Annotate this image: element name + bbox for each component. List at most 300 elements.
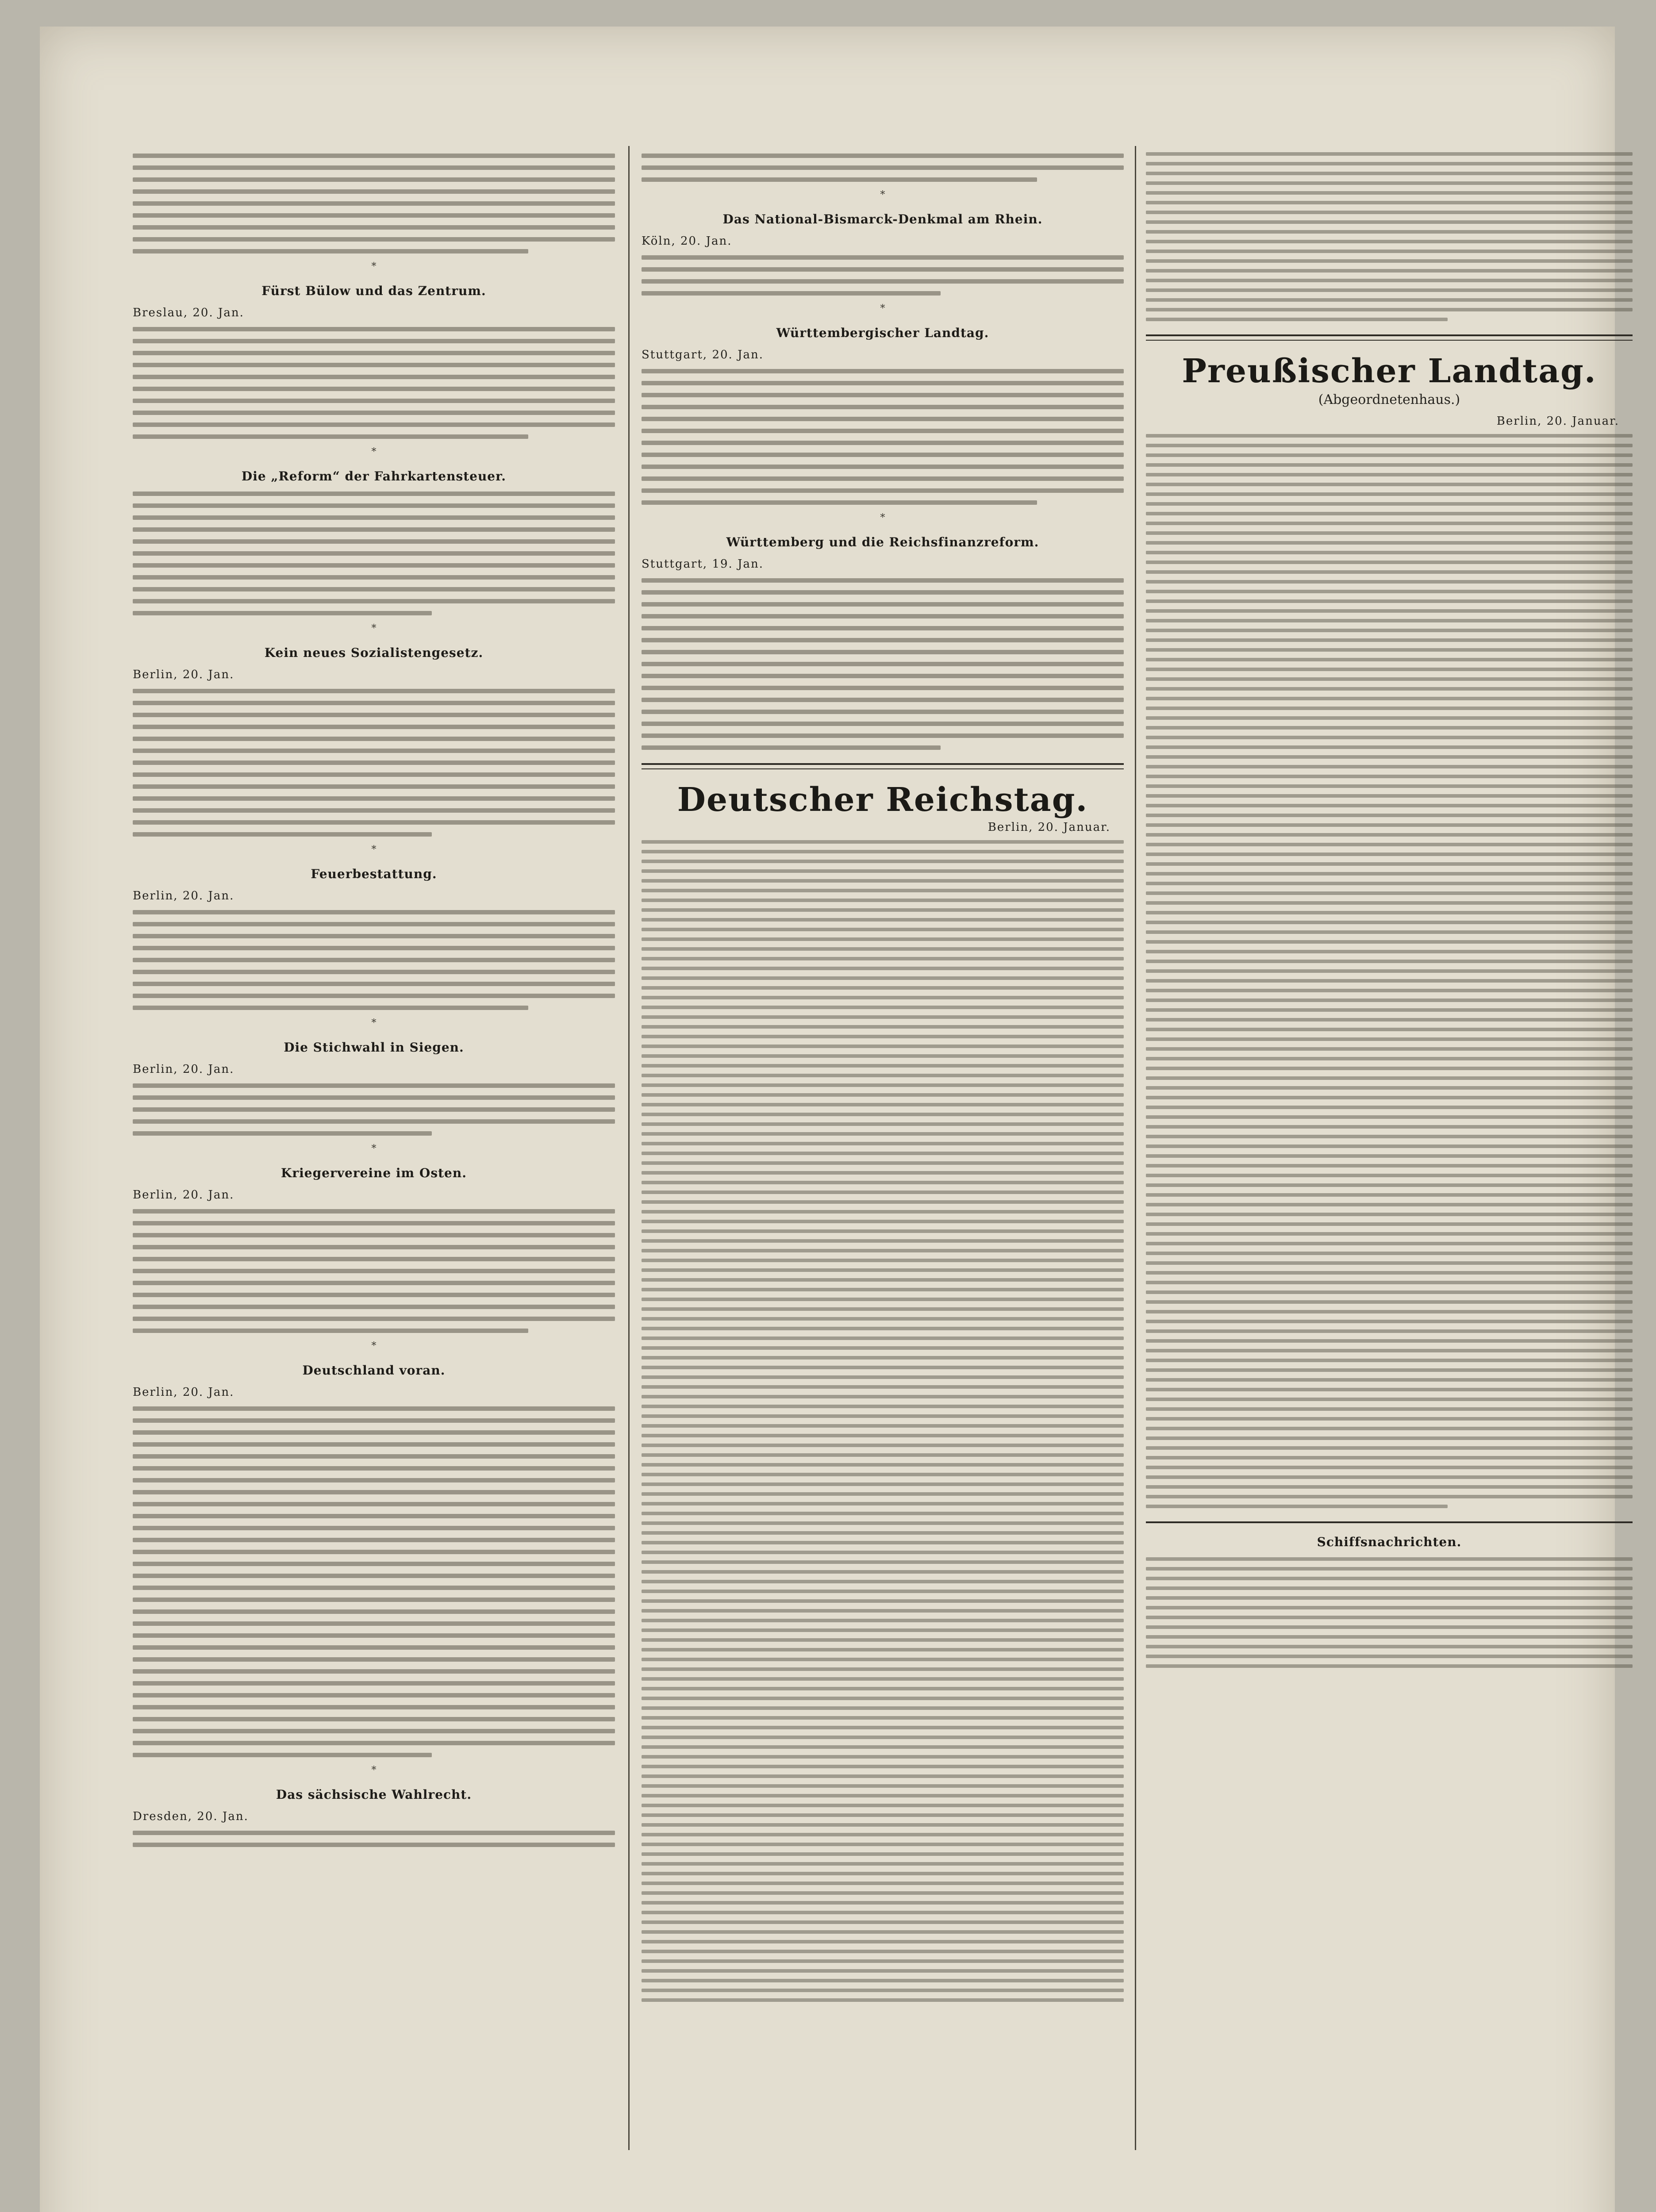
text-line-placeholder (642, 860, 1124, 863)
text-line-placeholder (1146, 814, 1633, 817)
text-line-placeholder (642, 500, 1037, 505)
text-line-placeholder (133, 737, 615, 741)
text-line-placeholder (133, 982, 615, 986)
text-line-placeholder (133, 1550, 615, 1554)
text-line-placeholder (1146, 570, 1633, 574)
text-line-placeholder (642, 1414, 1124, 1418)
text-line-placeholder (1146, 1213, 1633, 1216)
article-dateline: Berlin, 20. Jan. (133, 1188, 234, 1202)
text-line-placeholder (1146, 1057, 1633, 1060)
text-line-placeholder (1146, 211, 1633, 214)
text-line-placeholder (1146, 502, 1633, 506)
text-line-placeholder (1146, 969, 1633, 973)
text-line-placeholder (642, 1502, 1124, 1505)
text-line-placeholder (133, 713, 615, 717)
text-line-placeholder (642, 1599, 1124, 1603)
text-line-placeholder (642, 1444, 1124, 1447)
text-line-placeholder (642, 1463, 1124, 1467)
article-heading: Kein neues Sozialistengesetz. (264, 645, 484, 660)
text-line-placeholder (1146, 940, 1633, 944)
text-line-placeholder (133, 1269, 615, 1273)
text-line-placeholder (133, 1693, 615, 1697)
text-line-placeholder (133, 1753, 432, 1757)
text-line-placeholder (642, 1794, 1124, 1797)
text-line-placeholder (642, 1327, 1124, 1330)
text-line-placeholder (133, 587, 615, 591)
article-heading: Württembergischer Landtag. (776, 326, 989, 340)
text-line-placeholder (642, 710, 1124, 714)
text-line-placeholder (133, 725, 615, 729)
text-line-placeholder (642, 1385, 1124, 1389)
text-line-placeholder (133, 611, 432, 615)
text-line-placeholder (642, 1560, 1124, 1564)
text-line-placeholder (1146, 1567, 1633, 1571)
article-heading: Feuerbestattung. (311, 867, 437, 881)
text-line-placeholder (1146, 677, 1633, 681)
text-line-placeholder (642, 614, 1124, 618)
text-line-placeholder (1146, 1485, 1633, 1489)
text-line-placeholder (1146, 1135, 1633, 1138)
text-line-placeholder (1146, 658, 1633, 661)
text-line-placeholder (1146, 833, 1633, 837)
section-separator: * (880, 189, 885, 200)
text-line-placeholder (1146, 1320, 1633, 1323)
text-line-placeholder (642, 937, 1124, 941)
text-line-placeholder (642, 947, 1124, 951)
text-line-placeholder (642, 1434, 1124, 1437)
text-line-placeholder (1146, 512, 1633, 515)
text-line-placeholder (642, 1580, 1124, 1583)
text-line-placeholder (133, 1245, 615, 1249)
text-line-placeholder (1146, 1115, 1633, 1119)
text-line-placeholder (133, 1502, 615, 1506)
text-line-placeholder (642, 1930, 1124, 1934)
text-line-placeholder (1146, 1655, 1633, 1658)
text-line-placeholder (1146, 862, 1633, 866)
text-line-placeholder (642, 1288, 1124, 1291)
text-line-placeholder (133, 422, 615, 427)
article-dateline: Breslau, 20. Jan. (133, 306, 244, 319)
text-line-placeholder (1146, 979, 1633, 983)
text-line-placeholder (133, 599, 615, 603)
text-line-placeholder (642, 1181, 1124, 1184)
text-line-placeholder (1146, 1329, 1633, 1333)
text-line-placeholder (133, 1681, 615, 1686)
text-line-placeholder (133, 551, 615, 556)
section-separator: * (371, 261, 377, 272)
text-line-placeholder (1146, 1368, 1633, 1372)
text-line-placeholder (133, 339, 615, 343)
text-line-placeholder (133, 1107, 615, 1112)
text-line-placeholder (133, 492, 615, 496)
text-line-placeholder (1146, 434, 1633, 438)
text-line-placeholder (1146, 1154, 1633, 1158)
text-line-placeholder (133, 177, 615, 182)
text-line-placeholder (642, 745, 941, 750)
text-line-placeholder (1146, 492, 1633, 496)
text-line-placeholder (133, 820, 615, 825)
text-line-placeholder (642, 698, 1124, 702)
section-separator: * (371, 623, 377, 634)
text-line-placeholder (1146, 1300, 1633, 1304)
text-line-placeholder (133, 527, 615, 532)
text-line-placeholder (642, 889, 1124, 892)
text-line-placeholder (1146, 201, 1633, 204)
text-line-placeholder (1146, 1635, 1633, 1639)
text-line-placeholder (642, 1833, 1124, 1836)
text-line-placeholder (133, 1598, 615, 1602)
section-separator: * (371, 1765, 377, 1776)
text-line-placeholder (642, 1823, 1124, 1827)
text-line-placeholder (1146, 697, 1633, 700)
text-line-placeholder (133, 1119, 615, 1124)
section-separator: * (371, 446, 377, 457)
text-line-placeholder (642, 429, 1124, 433)
text-line-placeholder (1146, 1577, 1633, 1580)
text-line-placeholder (642, 1006, 1124, 1009)
text-line-placeholder (133, 1233, 615, 1237)
text-line-placeholder (642, 1366, 1124, 1369)
text-line-placeholder (1146, 561, 1633, 564)
text-line-placeholder (1146, 1086, 1633, 1090)
text-line-placeholder (133, 760, 615, 765)
text-line-placeholder (642, 279, 1124, 284)
text-line-placeholder (642, 267, 1124, 272)
text-line-placeholder (642, 1064, 1124, 1068)
text-line-placeholder (133, 1586, 615, 1590)
text-line-placeholder (642, 1161, 1124, 1165)
section-separator: * (880, 303, 885, 314)
section-rule (1146, 334, 1633, 336)
text-line-placeholder (642, 165, 1124, 170)
text-line-placeholder (1146, 1625, 1633, 1629)
text-line-placeholder (1146, 629, 1633, 632)
text-line-placeholder (642, 1113, 1124, 1116)
text-line-placeholder (133, 1209, 615, 1214)
text-line-placeholder (1146, 1505, 1448, 1508)
text-line-placeholder (642, 1843, 1124, 1846)
text-line-placeholder (642, 1268, 1124, 1272)
text-line-placeholder (642, 578, 1124, 583)
text-line-placeholder (1146, 298, 1633, 302)
text-line-placeholder (642, 1521, 1124, 1525)
text-line-placeholder (642, 1638, 1124, 1642)
text-line-placeholder (133, 1741, 615, 1745)
text-line-placeholder (133, 1729, 615, 1733)
text-line-placeholder (642, 1054, 1124, 1058)
text-line-placeholder (1146, 162, 1633, 165)
text-line-placeholder (133, 563, 615, 568)
text-line-placeholder (642, 1765, 1124, 1768)
text-line-placeholder (642, 177, 1037, 182)
text-line-placeholder (1146, 230, 1633, 234)
text-line-placeholder (642, 1697, 1124, 1700)
text-line-placeholder (1146, 1388, 1633, 1391)
text-line-placeholder (1146, 872, 1633, 876)
text-line-placeholder (1146, 1359, 1633, 1362)
text-line-placeholder (1146, 775, 1633, 778)
text-line-placeholder (1146, 1557, 1633, 1561)
section-separator: * (371, 844, 377, 855)
text-line-placeholder (642, 1609, 1124, 1613)
text-line-placeholder (642, 722, 1124, 726)
text-line-placeholder (1146, 716, 1633, 720)
text-line-placeholder (642, 1074, 1124, 1077)
text-line-placeholder (642, 291, 941, 296)
text-line-placeholder (642, 1959, 1124, 1963)
text-line-placeholder (1146, 191, 1633, 195)
text-line-placeholder (133, 946, 615, 950)
text-line-placeholder (1146, 483, 1633, 486)
text-line-placeholder (642, 733, 1124, 738)
column-3 (1146, 146, 1633, 2159)
text-line-placeholder (642, 1736, 1124, 1739)
text-line-placeholder (642, 918, 1124, 922)
article-heading: Die Stichwahl in Siegen. (284, 1040, 464, 1055)
text-line-placeholder (1146, 1436, 1633, 1440)
text-line-placeholder (133, 1574, 615, 1578)
text-line-placeholder (642, 476, 1124, 481)
text-line-placeholder (642, 1278, 1124, 1282)
text-line-placeholder (642, 1901, 1124, 1905)
text-line-placeholder (133, 515, 615, 520)
text-line-placeholder (1146, 755, 1633, 759)
text-line-placeholder (642, 1249, 1124, 1252)
text-line-placeholder (1146, 1645, 1633, 1648)
text-line-placeholder (642, 1482, 1124, 1486)
text-line-placeholder (133, 1478, 615, 1482)
text-line-placeholder (1146, 804, 1633, 807)
text-line-placeholder (1146, 960, 1633, 963)
text-line-placeholder (642, 1025, 1124, 1029)
landtag-subtitle: (Abgeordnetenhaus.) (1318, 392, 1460, 407)
text-line-placeholder (133, 1305, 615, 1309)
text-line-placeholder (1146, 1174, 1633, 1177)
text-line-placeholder (642, 1891, 1124, 1895)
text-line-placeholder (642, 1726, 1124, 1729)
text-line-placeholder (642, 381, 1124, 385)
text-line-placeholder (1146, 1407, 1633, 1411)
text-line-placeholder (1146, 1586, 1633, 1590)
article-heading: Die „Reform“ der Fahrkartensteuer. (241, 469, 507, 484)
text-line-placeholder (1146, 220, 1633, 224)
text-line-placeholder (642, 1911, 1124, 1914)
text-line-placeholder (642, 1346, 1124, 1350)
text-line-placeholder (642, 1375, 1124, 1379)
text-line-placeholder (133, 225, 615, 230)
text-line-placeholder (133, 772, 615, 777)
text-line-placeholder (133, 1633, 615, 1638)
text-line-placeholder (1146, 541, 1633, 545)
text-line-placeholder (133, 994, 615, 998)
text-line-placeholder (1146, 152, 1633, 156)
text-line-placeholder (1146, 1164, 1633, 1167)
text-line-placeholder (642, 1453, 1124, 1457)
text-line-placeholder (1146, 463, 1633, 467)
article-heading: Das sächsische Wahlrecht. (276, 1787, 472, 1802)
text-line-placeholder (1146, 1281, 1633, 1284)
text-line-placeholder (1146, 1427, 1633, 1430)
text-line-placeholder (642, 1687, 1124, 1690)
text-line-placeholder (1146, 269, 1633, 273)
landtag-title: Preußischer Landtag. (1182, 352, 1597, 390)
text-line-placeholder (642, 967, 1124, 970)
text-line-placeholder (1146, 794, 1633, 798)
text-line-placeholder (133, 1705, 615, 1709)
text-line-placeholder (133, 189, 615, 194)
text-line-placeholder (642, 1317, 1124, 1321)
text-line-placeholder (642, 1979, 1124, 1982)
text-line-placeholder (642, 1083, 1124, 1087)
text-line-placeholder (642, 488, 1124, 493)
text-line-placeholder (642, 1716, 1124, 1720)
text-line-placeholder (1146, 1222, 1633, 1226)
text-line-placeholder (133, 1083, 615, 1088)
text-line-placeholder (642, 1190, 1124, 1194)
section-separator: * (371, 1340, 377, 1352)
text-line-placeholder (642, 1570, 1124, 1574)
text-line-placeholder (642, 1774, 1124, 1778)
text-line-placeholder (1146, 318, 1448, 321)
text-line-placeholder (642, 1142, 1124, 1145)
text-line-placeholder (1146, 1596, 1633, 1600)
article-dateline: Berlin, 20. Jan. (133, 1386, 234, 1399)
text-line-placeholder (642, 405, 1124, 409)
section-separator: * (880, 512, 885, 523)
landtag-dateline: Berlin, 20. Januar. (1496, 415, 1619, 428)
text-line-placeholder (133, 575, 615, 580)
text-line-placeholder (133, 1293, 615, 1297)
text-line-placeholder (642, 1590, 1124, 1593)
text-line-placeholder (1146, 1242, 1633, 1245)
text-line-placeholder (1146, 901, 1633, 905)
text-line-placeholder (133, 1418, 615, 1423)
text-line-placeholder (642, 154, 1124, 158)
text-line-placeholder (642, 1969, 1124, 1973)
text-line-placeholder (1146, 473, 1633, 476)
section-rule (642, 768, 1124, 769)
text-line-placeholder (642, 1813, 1124, 1817)
text-line-placeholder (642, 1035, 1124, 1038)
text-line-placeholder (642, 1745, 1124, 1749)
text-line-placeholder (642, 996, 1124, 999)
text-line-placeholder (642, 453, 1124, 457)
text-line-placeholder (1146, 1616, 1633, 1619)
text-line-placeholder (642, 662, 1124, 666)
text-line-placeholder (133, 1006, 528, 1010)
text-line-placeholder (1146, 1349, 1633, 1352)
text-line-placeholder (133, 796, 615, 801)
text-line-placeholder (642, 1667, 1124, 1671)
text-line-placeholder (642, 590, 1124, 595)
text-line-placeholder (642, 650, 1124, 654)
text-line-placeholder (1146, 1067, 1633, 1070)
text-line-placeholder (133, 387, 615, 391)
text-line-placeholder (133, 1831, 615, 1835)
text-line-placeholder (1146, 1475, 1633, 1479)
text-line-placeholder (642, 1356, 1124, 1359)
text-line-placeholder (133, 249, 528, 253)
text-line-placeholder (642, 255, 1124, 260)
text-line-placeholder (1146, 1446, 1633, 1450)
article-dateline: Berlin, 20. Jan. (133, 668, 234, 681)
shipping-title: Schiffsnachrichten. (1317, 1535, 1462, 1549)
text-line-placeholder (642, 465, 1124, 469)
text-line-placeholder (133, 1717, 615, 1721)
text-line-placeholder (1146, 707, 1633, 710)
text-line-placeholder (133, 910, 615, 914)
text-line-placeholder (133, 1406, 615, 1411)
text-line-placeholder (1146, 1018, 1633, 1022)
text-line-placeholder (1146, 259, 1633, 263)
text-line-placeholder (642, 1512, 1124, 1515)
text-line-placeholder (642, 1677, 1124, 1681)
text-line-placeholder (133, 1562, 615, 1566)
text-line-placeholder (1146, 1096, 1633, 1099)
text-line-placeholder (133, 154, 615, 158)
text-line-placeholder (642, 1239, 1124, 1243)
text-line-placeholder (1146, 687, 1633, 691)
text-line-placeholder (1146, 1495, 1633, 1498)
text-line-placeholder (133, 689, 615, 693)
text-line-placeholder (133, 1490, 615, 1494)
text-line-placeholder (1146, 1203, 1633, 1206)
text-line-placeholder (133, 808, 615, 813)
text-line-placeholder (642, 899, 1124, 902)
text-line-placeholder (1146, 950, 1633, 953)
text-line-placeholder (1146, 599, 1633, 603)
text-line-placeholder (133, 701, 615, 705)
text-line-placeholder (1146, 911, 1633, 914)
text-line-placeholder (642, 1920, 1124, 1924)
article-dateline: Berlin, 20. Jan. (133, 889, 234, 902)
text-line-placeholder (1146, 1378, 1633, 1382)
section-rule (1146, 1521, 1633, 1523)
text-line-placeholder (1146, 1252, 1633, 1255)
text-line-placeholder (133, 1454, 615, 1459)
text-line-placeholder (1146, 531, 1633, 535)
text-line-placeholder (1146, 648, 1633, 652)
text-line-placeholder (133, 1609, 615, 1614)
text-line-placeholder (642, 908, 1124, 912)
text-line-placeholder (642, 1882, 1124, 1885)
text-line-placeholder (642, 1424, 1124, 1428)
section-rule (642, 763, 1124, 765)
text-line-placeholder (133, 1621, 615, 1626)
text-line-placeholder (1146, 551, 1633, 554)
text-line-placeholder (642, 986, 1124, 990)
text-line-placeholder (1146, 1193, 1633, 1197)
text-line-placeholder (642, 1405, 1124, 1408)
text-line-placeholder (642, 1940, 1124, 1943)
text-line-placeholder (1146, 998, 1633, 1002)
column-1 (133, 146, 615, 2159)
text-line-placeholder (642, 1852, 1124, 1856)
text-line-placeholder (1146, 580, 1633, 584)
text-line-placeholder (642, 1103, 1124, 1106)
text-line-placeholder (133, 1281, 615, 1285)
text-line-placeholder (1146, 1466, 1633, 1469)
text-line-placeholder (642, 1950, 1124, 1953)
text-line-placeholder (642, 1784, 1124, 1788)
text-line-placeholder (642, 1551, 1124, 1554)
text-line-placeholder (642, 686, 1124, 690)
text-line-placeholder (133, 539, 615, 544)
text-line-placeholder (1146, 784, 1633, 788)
text-line-placeholder (1146, 765, 1633, 768)
text-line-placeholder (1146, 1339, 1633, 1343)
text-line-placeholder (133, 832, 432, 837)
